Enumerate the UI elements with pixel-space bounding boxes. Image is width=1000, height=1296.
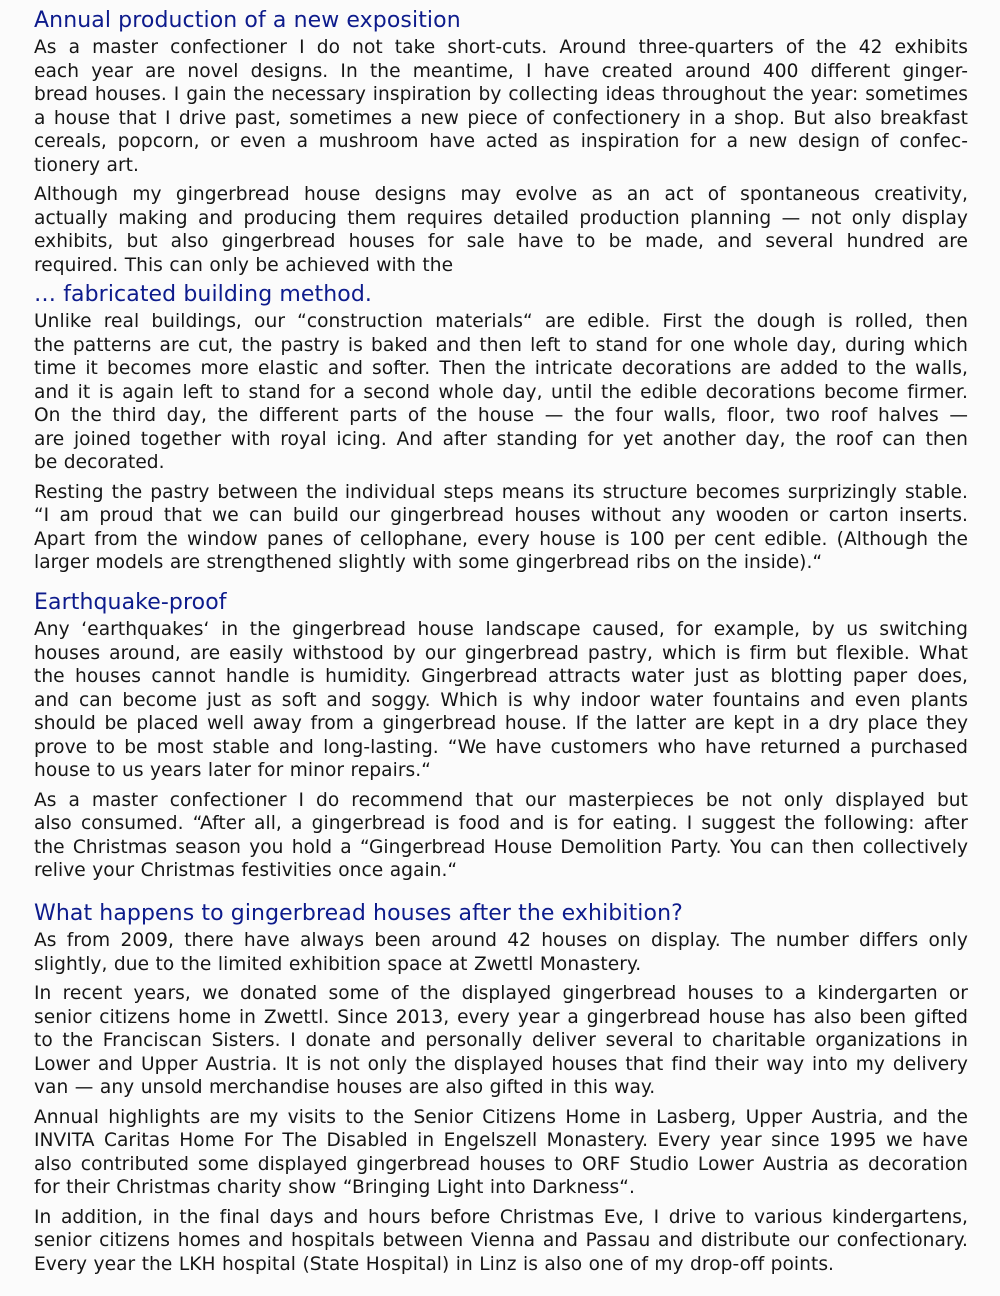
paragraph [34,183,968,277]
text-line: Annual highlights are my visits to the Senior Citizens Home in Lasberg, Upper Austria, and the [34,1106,968,1128]
section-earthquake-proof [34,588,968,883]
text-line: actually making and producing them requires detailed production planning — not only display [34,207,968,229]
paragraph [34,36,968,177]
text-line: be decorated. [34,452,165,473]
section-after-exhibition [34,899,968,1276]
text-line: INVITA Caritas Home For The Disabled in Engelszell Monastery. Every year since 1995 we have [34,1130,968,1151]
text-line: the houses cannot handle is humidity. Gingerbread attracts water just as blotting paper does, [34,666,968,687]
text-line: house to us years later for minor repairs.“ [34,760,431,781]
text-line: a house that I drive past, sometimes a new piece of confectionery in a shop. But also breakfast [34,107,968,129]
text-line: In addition, in the final days and hours before Christmas Eve, I drive to various kindergartens, [34,1206,968,1228]
heading-earthquake-proof: Earthquake-proof [34,590,227,615]
text-line: As from 2009, there have always been around 42 houses on display. The number differs only [34,930,968,951]
text-line: also consumed. “After all, a gingerbread is food and is for eating. I suggest the following: after [34,813,968,834]
text-line: also contributed some displayed gingerbread houses to ORF Studio Lower Austria as decoration [34,1153,968,1175]
text-line: bread houses. I gain the necessary inspiration by collecting ideas throughout the year: sometimes [34,84,968,105]
paragraph [34,982,968,1100]
text-line: Any ‘earthquakes‘ in the gingerbread house landscape caused, for example, by us switching [34,619,968,640]
heading-after-exhibition: What happens to gingerbread houses after the exhibition? [34,901,683,926]
paragraph [34,310,968,475]
paragraph [34,929,968,976]
text-line: should be placed well away from a gingerbread house. If the latter are kept in a dry place they [34,713,968,734]
text-line: tionery art. [34,154,139,176]
text-line: the patterns are cut, the pastry is baked and then left to stand for one whole day, during which [34,334,968,356]
text-line: senior citizens home in Zwettl. Since 2013, every year a gingerbread house has also been gifted [34,1006,968,1028]
text-line: van — any unsold merchandise houses are also gifted in this way. [34,1077,656,1098]
text-line: exhibits, but also gingerbread houses for sale have to be made, and several hundred are [34,231,968,252]
paragraph [34,618,968,783]
text-line: Unlike real buildings, our “construction materials“ are edible. First the dough is rolled, then [34,311,968,332]
text-line: Every year the LKH hospital (State Hospital) in Linz is also one of my drop-off points. [34,1253,835,1275]
text-line: each year are novel designs. In the meantime, I have created around 400 different ginger- [34,60,968,82]
text-line: In recent years, we donated some of the displayed gingerbread houses to a kindergarten or [34,983,968,1004]
text-line: “I am proud that we can build our gingerbread houses without any wooden or carton inserts. [34,505,968,526]
text-line: prove to be most stable and long-lasting. “We have customers who have returned a purchased [34,736,968,758]
text-line: houses around, are easily withstood by our gingerbread pastry, which is firm but flexible. What [34,642,968,664]
paragraph [34,1206,968,1277]
text-line: and can become just as soft and soggy. Which is why indoor water fountains and even plants [34,689,968,711]
text-line: and it is again left to stand for a second whole day, until the edible decorations become firmer. [34,381,968,403]
text-line: slightly, due to the limited exhibition space at Zwettl Monastery. [34,953,642,975]
text-line: to the Franciscan Sisters. I donate and personally deliver several to charitable organizations in [34,1030,968,1051]
text-line: time it becomes more elastic and softer. Then the intricate decorations are added to the walls, [34,358,968,379]
text-line: relive your Christmas festivities once again.“ [34,860,458,881]
heading-annual-production: Annual production of a new exposition [34,8,461,33]
text-line: senior citizens homes and hospitals between Vienna and Passau and distribute our confectionary. [34,1230,968,1251]
text-line: for their Christmas charity show “Bringing Light into Darkness“. [34,1177,635,1198]
text-line: required. This can only be achieved with the [34,254,454,276]
text-line: As a master confectioner I do not take short-cuts. Around three-quarters of the 42 exhibits [34,37,968,58]
text-line: Apart from the window panes of cellophane, every house is 100 per cent edible. (Although the [34,528,968,550]
text-line: the Christmas season you hold a “Gingerbread House Demolition Party. You can then collectively [34,836,968,858]
section-building-method [34,280,968,575]
paragraph [34,481,968,575]
section-annual-production [34,6,968,277]
text-line: Lower and Upper Austria. It is not only the displayed houses that find their way into my delivery [34,1053,968,1075]
text-line: As a master confectioner I do recommend that our masterpieces be not only displayed but [34,789,968,811]
paragraph [34,789,968,883]
text-line: are joined together with royal icing. And after standing for yet another day, the roof can then [34,428,968,450]
text-line: cereals, popcorn, or even a mushroom have acted as inspiration for a new design of confec- [34,131,968,152]
text-line: Although my gingerbread house designs may evolve as an act of spontaneous creativity, [34,184,968,205]
text-line: Resting the pastry between the individual steps means its structure becomes surprizingly stable. [34,481,968,503]
text-line: larger models are strengthened slightly with some gingerbread ribs on the inside).“ [34,552,823,573]
text-line: On the third day, the different parts of the house — the four walls, floor, two roof halves — [34,405,968,426]
heading-building-method: … fabricated building method. [34,282,373,307]
paragraph [34,1106,968,1200]
